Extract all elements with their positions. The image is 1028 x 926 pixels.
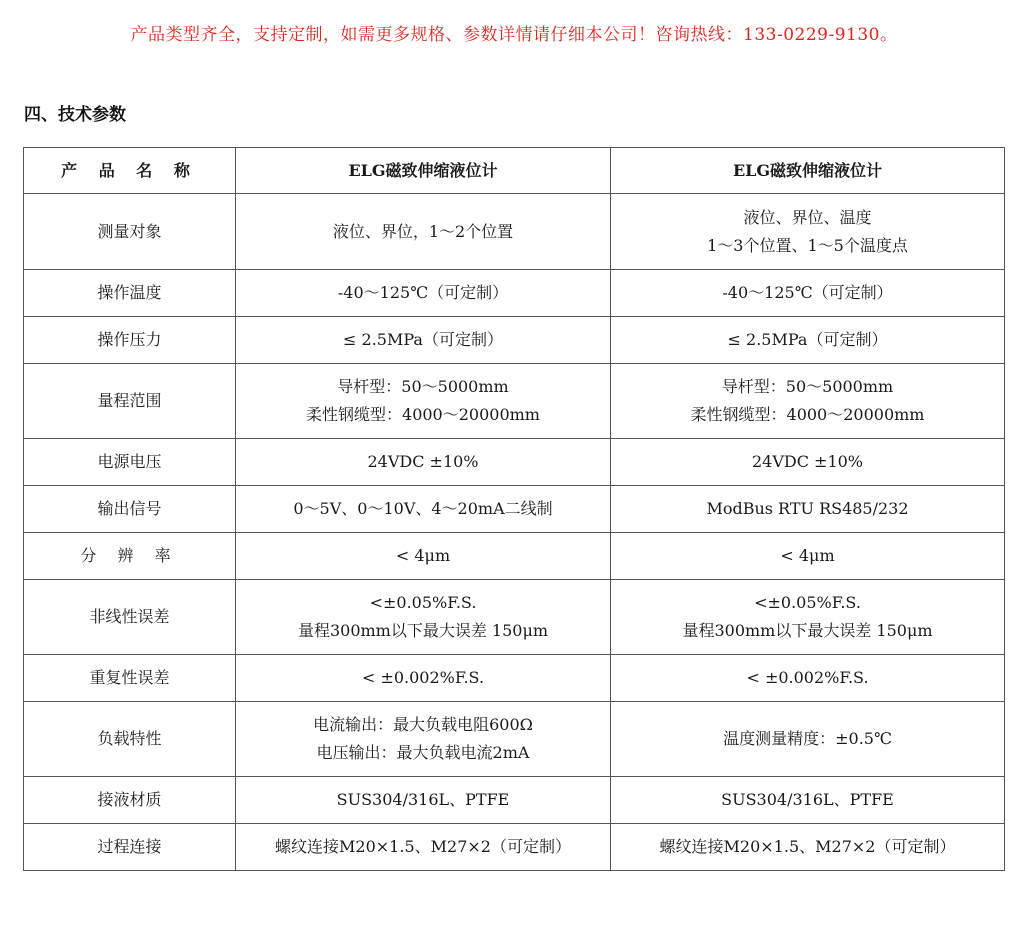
row-value-model-1	[236, 655, 611, 702]
table-row	[24, 824, 1005, 871]
value-line: 24VDC ±10%	[751, 452, 864, 471]
spec-table	[23, 147, 1005, 871]
value-line: 0～5V、0～10V、4～20mA二线制	[293, 499, 553, 518]
value-line: 导杆型：50～5000mm	[337, 377, 509, 396]
value-line: SUS304/316L、PTFE	[721, 790, 894, 809]
table-header-row	[24, 148, 1005, 194]
value-line: 螺纹连接M20×1.5、M27×2（可定制）	[275, 837, 571, 856]
row-value-model-2	[611, 824, 1005, 871]
value-line: 液位、界位，1～2个位置	[332, 221, 514, 241]
value-line: ≤ 2.5MPa（可定制）	[727, 330, 888, 349]
row-value-model-2	[611, 364, 1005, 439]
value-line: 温度测量精度：±0.5℃	[723, 729, 892, 748]
row-label: 电源电压	[24, 439, 236, 486]
row-value-model-1	[236, 702, 611, 777]
row-label: 操作温度	[24, 270, 236, 317]
value-line: <±0.05%F.S.	[754, 593, 861, 612]
table-row	[24, 317, 1005, 364]
value-line: < 4μm	[395, 546, 451, 565]
row-value-model-2	[611, 194, 1005, 270]
row-label: 过程连接	[24, 824, 236, 871]
value-line: 量程300mm以下最大误差 150μm	[682, 621, 933, 640]
value-line: 柔性钢缆型：4000～20000mm	[306, 405, 540, 424]
row-value-model-2	[611, 439, 1005, 486]
row-value-model-2	[611, 777, 1005, 824]
value-line: 电流输出：最大负载电阻600Ω	[313, 715, 533, 734]
row-label: 测量对象	[24, 194, 236, 270]
row-value-model-1	[236, 439, 611, 486]
value-line: < ±0.002%F.S.	[746, 668, 869, 687]
value-line: < 4μm	[780, 546, 835, 565]
row-value-model-1	[236, 580, 611, 655]
table-row	[24, 270, 1005, 317]
table-row	[24, 364, 1005, 439]
row-label: 负载特性	[24, 702, 236, 777]
value-line: 导杆型：50～5000mm	[721, 377, 894, 396]
row-label: 分 辨 率	[24, 533, 236, 580]
row-value-model-1	[236, 777, 611, 824]
row-label: 接液材质	[24, 777, 236, 824]
value-line: <±0.05%F.S.	[369, 593, 477, 612]
row-value-model-1	[236, 270, 611, 317]
row-value-model-2	[611, 486, 1005, 533]
table-row	[24, 533, 1005, 580]
value-line: 螺纹连接M20×1.5、M27×2（可定制）	[659, 837, 956, 856]
value-line: 柔性钢缆型：4000～20000mm	[690, 405, 925, 424]
value-line: SUS304/316L、PTFE	[336, 790, 510, 809]
row-label: 重复性误差	[24, 655, 236, 702]
row-label: 非线性误差	[24, 580, 236, 655]
row-label: 量程范围	[24, 364, 236, 439]
row-value-model-1	[236, 364, 611, 439]
row-value-model-1	[236, 824, 611, 871]
header-model-1: ELG磁致伸缩液位计	[236, 148, 611, 194]
value-line: 1～3个位置、1～5个温度点	[707, 235, 908, 255]
row-value-model-2	[611, 702, 1005, 777]
table-row	[24, 655, 1005, 702]
value-line: 量程300mm以下最大误差 150μm	[297, 621, 549, 640]
value-line: -40～125℃（可定制）	[722, 283, 893, 302]
value-line: < ±0.002%F.S.	[361, 668, 485, 687]
row-value-model-2	[611, 580, 1005, 655]
row-value-model-2	[611, 533, 1005, 580]
contact-notice: 产品类型齐全，支持定制，如需更多规格、参数详情请仔细本公司！咨询热线：133-0229-9130。	[130, 25, 898, 45]
row-value-model-1	[236, 486, 611, 533]
table-row	[24, 580, 1005, 655]
value-line: 24VDC ±10%	[367, 452, 479, 471]
table-row	[24, 486, 1005, 533]
row-value-model-2	[611, 270, 1005, 317]
row-label: 输出信号	[24, 486, 236, 533]
value-line: 电压输出：最大负载电流2mA	[316, 743, 530, 762]
row-value-model-1	[236, 194, 611, 270]
table-row	[24, 702, 1005, 777]
value-line: ModBus RTU RS485/232	[706, 499, 909, 518]
row-value-model-1	[236, 317, 611, 364]
value-line: 液位、界位、温度	[743, 207, 872, 227]
row-value-model-2	[611, 655, 1005, 702]
row-value-model-1	[236, 533, 611, 580]
row-label: 操作压力	[24, 317, 236, 364]
table-row	[24, 439, 1005, 486]
table-row	[24, 194, 1005, 270]
section-title: 四、技术参数	[24, 105, 126, 125]
value-line: ≤ 2.5MPa（可定制）	[343, 330, 503, 349]
table-row	[24, 777, 1005, 824]
row-value-model-2	[611, 317, 1005, 364]
header-model-2: ELG磁致伸缩液位计	[611, 148, 1005, 194]
header-product-name: 产 品 名 称	[24, 148, 236, 194]
value-line: -40～125℃（可定制）	[337, 283, 509, 302]
